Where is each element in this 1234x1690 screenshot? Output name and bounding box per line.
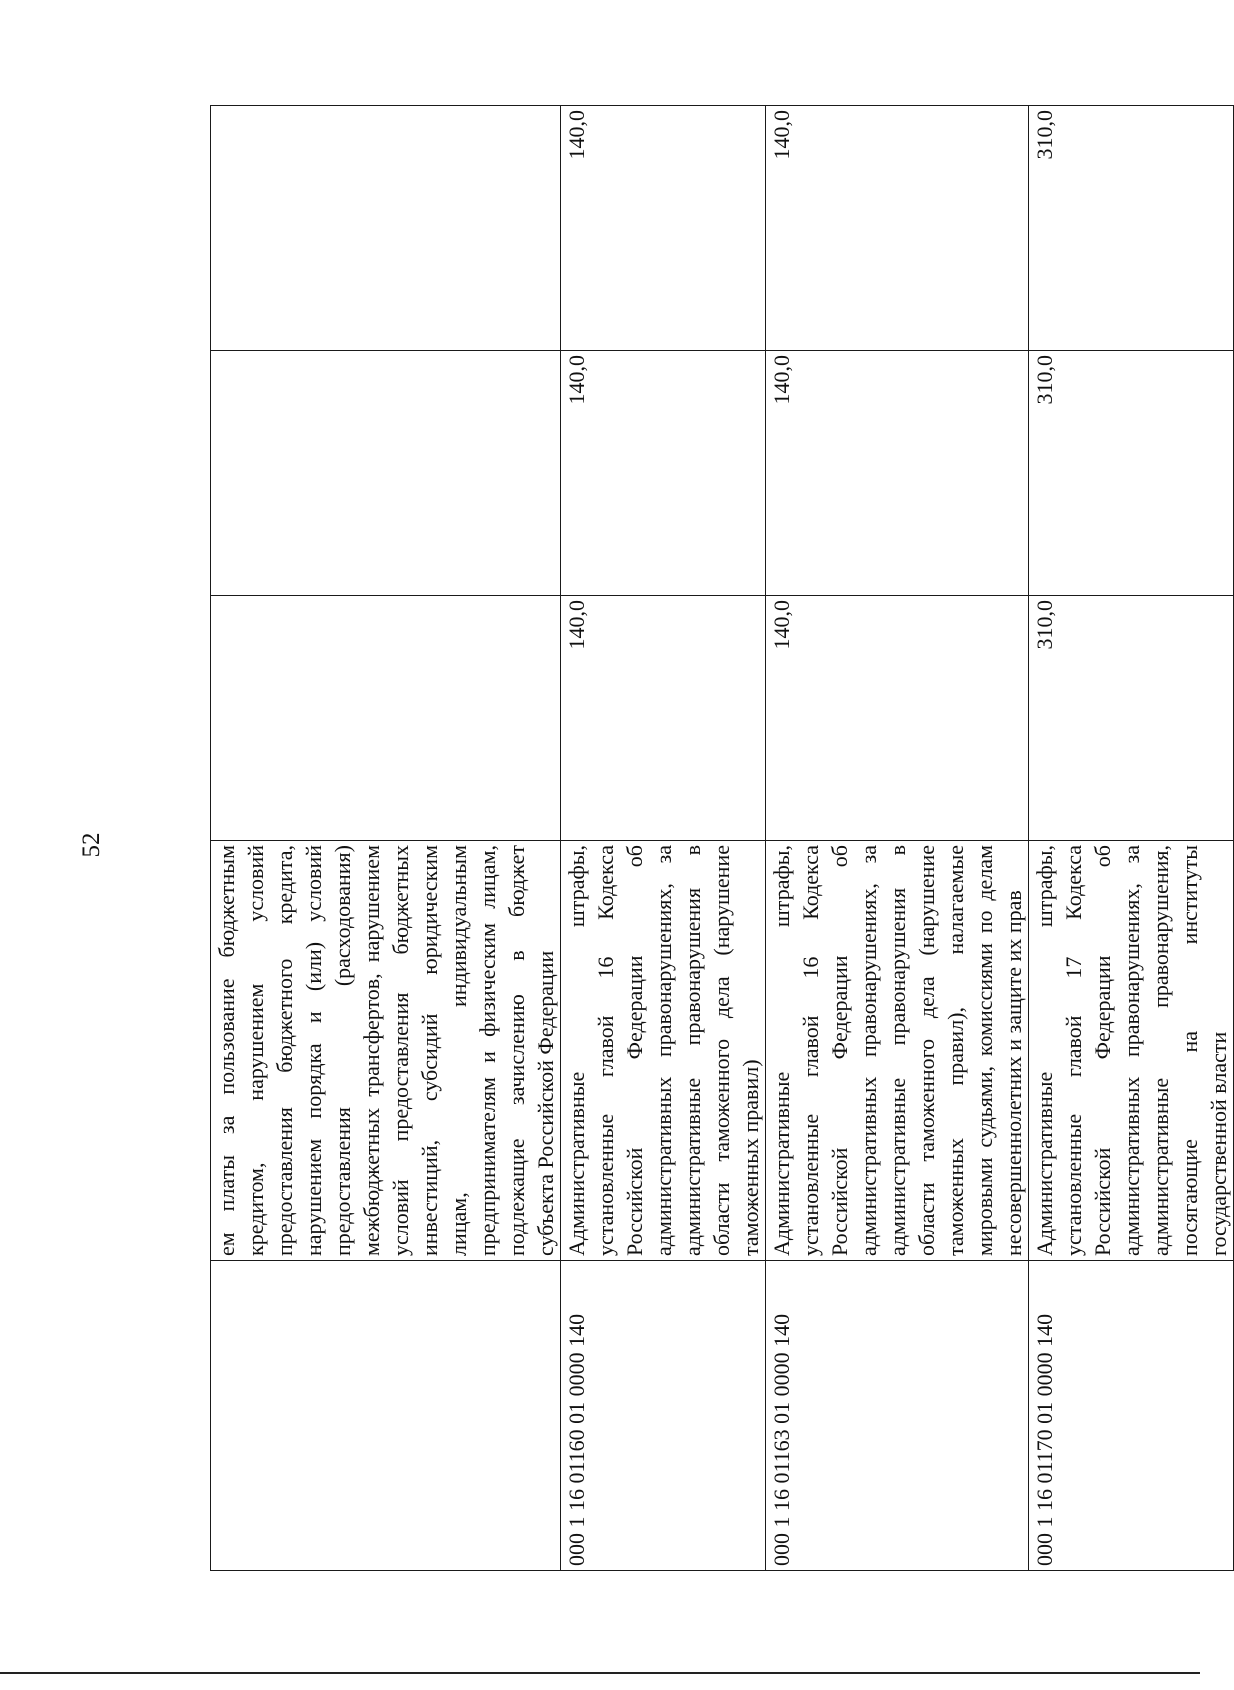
- row-code-cell: 000 1 16 01160 01 0000 140: [561, 1261, 766, 1571]
- row-name-cell: Административные штрафы, установленные главой 16 Кодекса Российской Федерации об административных правонарушениях, за административные правонарушения в области таможенного дела (нарушение таможенных правил), налагаемые мировыми судьями, комиссиями по делам несовершеннолетних и защите их прав: [766, 841, 1029, 1261]
- rotated-table-frame: [210, 106, 1231, 1571]
- table-row: [561, 106, 766, 1571]
- row-value-cell: 140,0: [561, 596, 766, 841]
- scan-edge-line: [0, 1672, 1200, 1674]
- table-row: [766, 106, 1029, 1571]
- row-value-cell: [211, 596, 561, 841]
- row-value-cell: 140,0: [766, 106, 1029, 351]
- row-value-cell: [211, 106, 561, 351]
- row-value-cell: 140,0: [561, 106, 766, 351]
- row-value-cell: 310,0: [1029, 596, 1234, 841]
- row-value-cell: 140,0: [561, 351, 766, 596]
- row-value-cell: 310,0: [1029, 106, 1234, 351]
- fines-table: [210, 105, 1234, 1571]
- row-code-cell: 000 1 16 01163 01 0000 140: [766, 1261, 1029, 1571]
- row-code-cell: [211, 1261, 561, 1571]
- row-name-cell: ем платы за пользование бюджетным кредитом, нарушением условий предоставления бюджетного кредита, нарушением порядка и (или) условий предоставления (расходования) межбюджетных трансфертов, нарушением условий предоставления бюджетных инвестиций, субсидий юридическим лицам, индивидуальным предпринимателям и физическим лицам, подлежащие зачислению в бюджет субъекта Российской Федерации: [211, 841, 561, 1261]
- row-name-cell: Административные штрафы, установленные главой 16 Кодекса Российской Федерации об административных правонарушениях, за административные правонарушения в области таможенного дела (нарушение таможенных правил): [561, 841, 766, 1261]
- page-number: 52: [78, 832, 105, 858]
- row-value-cell: 140,0: [766, 596, 1029, 841]
- row-code-cell: 000 1 16 01170 01 0000 140: [1029, 1261, 1234, 1571]
- row-value-cell: [211, 351, 561, 596]
- table-row: [211, 106, 561, 1571]
- table-row: [1029, 106, 1234, 1571]
- row-value-cell: 140,0: [766, 351, 1029, 596]
- row-name-cell: Административные штрафы, установленные главой 17 Кодекса Российской Федерации об административных правонарушениях, за административные правонарушения, посягающие на институты государственной власти: [1029, 841, 1234, 1261]
- row-value-cell: 310,0: [1029, 351, 1234, 596]
- table-rotator: [210, 106, 1231, 1571]
